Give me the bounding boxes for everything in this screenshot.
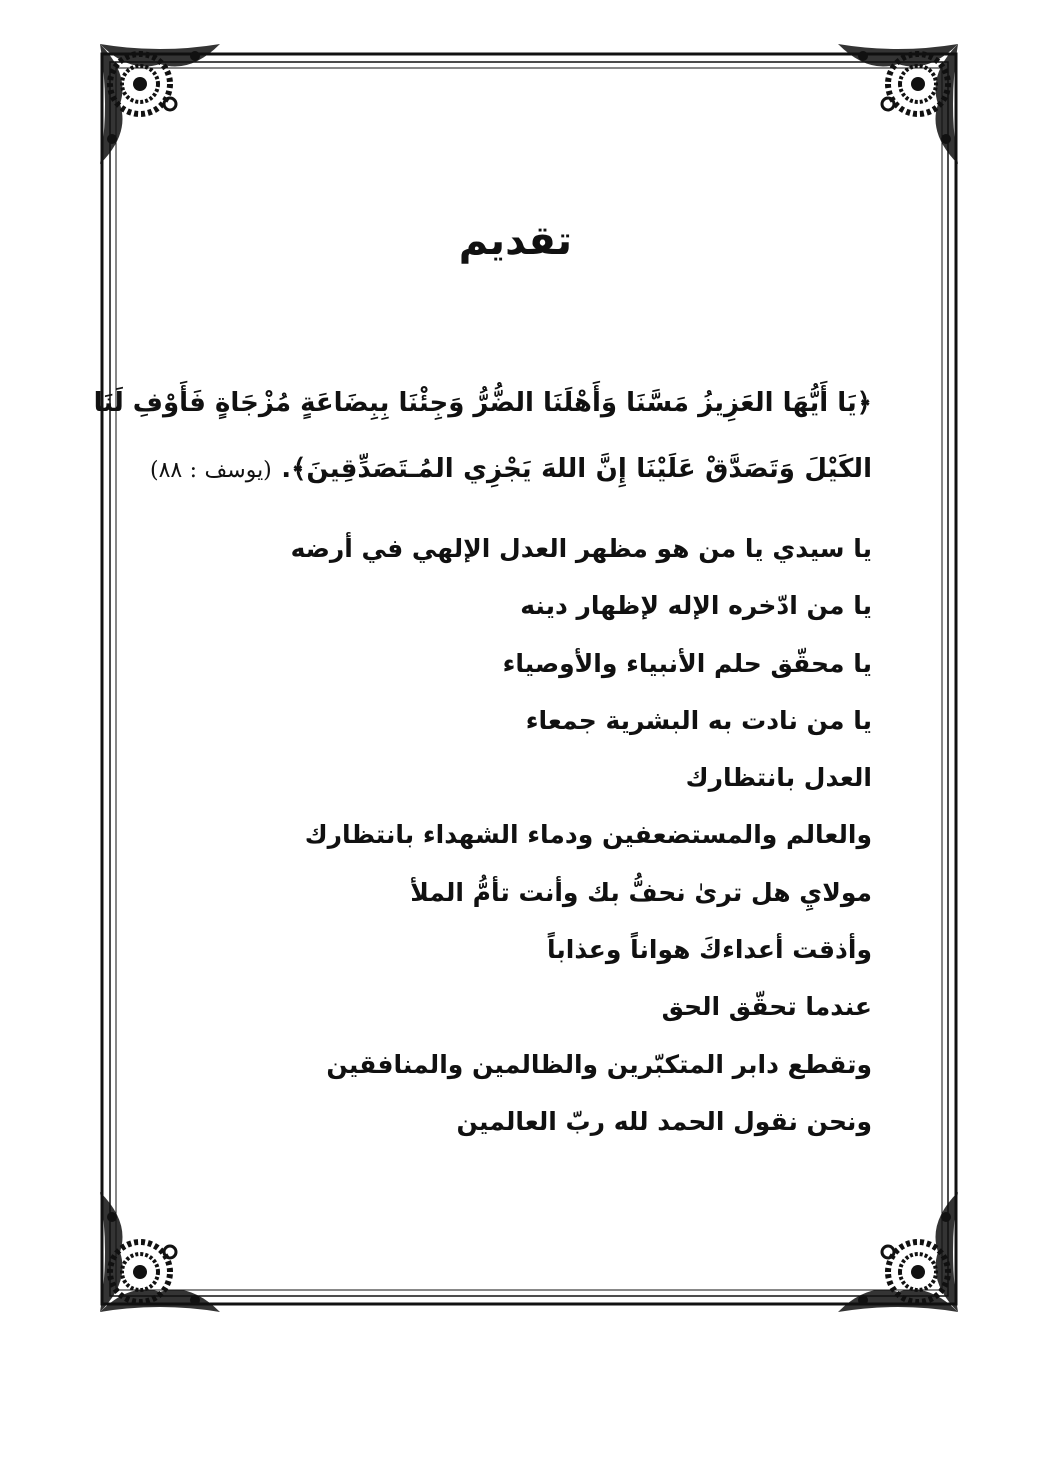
verse-line-1: ﴿يَا أَيُّهَا العَزِيزُ مَسَّنَا وَأَهْلَنَا الضُّرُّ وَجِئْنَا بِبِضَاعَةٍ مُزْجَاةٍ فَأَوْفِ لَنَا bbox=[93, 388, 872, 418]
dedication-line-1: يا سيدي يا من هو مظهر العدل الإلهي في أرضه bbox=[290, 534, 872, 563]
verse-line-2 bbox=[150, 436, 872, 504]
dedication-line-4: يا من نادت به البشرية جمعاء bbox=[525, 705, 872, 735]
dedication-line-7: مولايِ هل ترىٰ نحفُّ بك وأنت تأمُّ الملأ bbox=[410, 877, 872, 907]
dedication-line-6: والعالم والمستضعفين ودماء الشهداء بانتظارك bbox=[304, 820, 872, 850]
dedication-line-2: يا من ادّخره الإله لإظهار دينه bbox=[520, 591, 872, 621]
page-title: تقديم bbox=[458, 218, 572, 264]
dedication-line-11: ونحن نقول الحمد لله ربّ العالمين bbox=[456, 1106, 872, 1136]
dedication-line-9: عندما تحقّق الحق bbox=[661, 992, 872, 1022]
verse-line-2-text: الكَيْلَ وَتَصَدَّقْ عَلَيْنَا إِنَّ اللهَ يَجْزِي المُـتَصَدِّقِينَ﴾. bbox=[281, 454, 872, 484]
dedication-line-5: العدل بانتظارك bbox=[685, 763, 872, 793]
quran-verse bbox=[93, 370, 872, 504]
dedication-line-8: وأذقت أعداءكَ هواناً وعذاباً bbox=[547, 935, 872, 965]
dedication-lines bbox=[150, 520, 872, 1150]
dedication-line-3: يا محقّق حلم الأنبياء والأوصياء bbox=[502, 648, 872, 678]
dedication-line-10: وتقطع دابر المتكبّرين والظالمين والمنافقين bbox=[326, 1049, 872, 1079]
verse-reference: (يوسف : ٨٨) bbox=[150, 458, 272, 483]
